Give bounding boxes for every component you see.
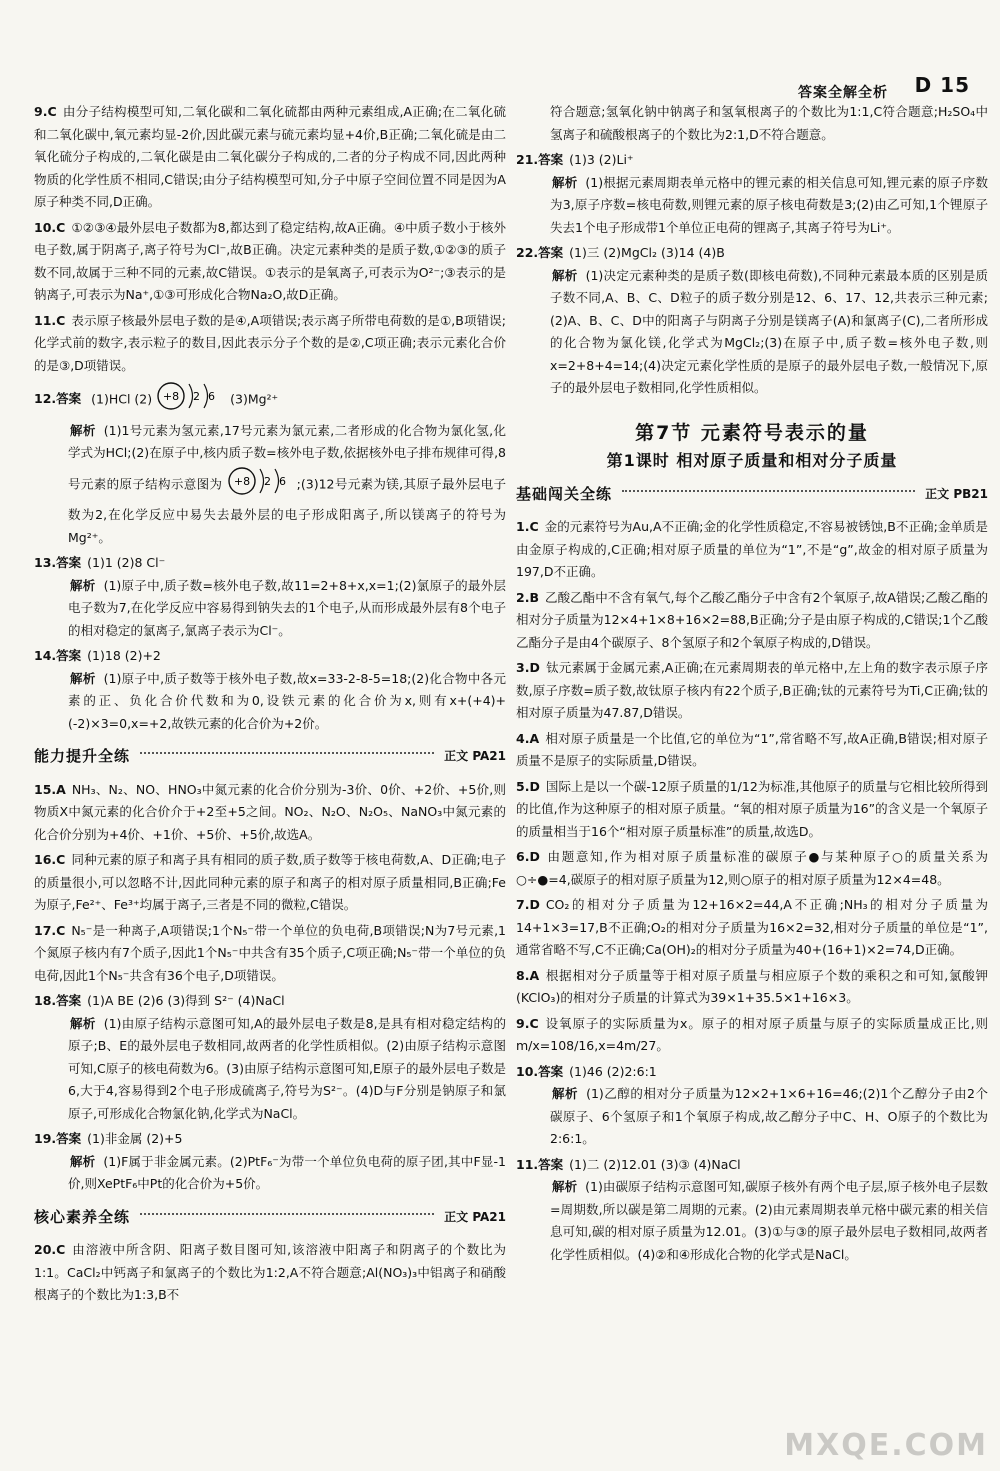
analysis-tag: 解析 (70, 670, 96, 686)
question-number: 17.C (34, 922, 66, 938)
question-12 (34, 380, 506, 549)
answer-text: (1)HCl (2) (91, 391, 153, 407)
question-number: 21.答案 (516, 152, 564, 167)
section-title: 能力提升全练 (34, 747, 131, 765)
answer-item (516, 587, 988, 655)
analysis-block (34, 668, 506, 736)
answer-item (34, 1128, 506, 1196)
answer-item (516, 965, 988, 1010)
lesson-title: 第1课时 相对原子质量和相对分子质量 (606, 451, 898, 470)
analysis-text: (1)根据元素周期表单元格中的锂元素的相关信息可知,锂元素的原子序数为3,原子序数=核电荷数,则锂元素的原子核电荷数是3;(2)由乙可知,1个锂原子失去1个电子形成带1个单位正电荷的锂离子,其离子符号为Li⁺。 (550, 174, 988, 235)
answer-text: (1)三 (2)MgCl₂ (3)14 (4)B (569, 245, 725, 260)
explanation-text: 由分子结构模型可知,二氧化碳和二氧化硫都由两种元素组成,A正确;在二氧化硫和二氧化碳中,氧元素均显-2价,因此碳元素与硫元素均显+4价,B正确;二氧化硫是由二氧化硫分子构成的,二氧化碳是由二氧化碳分子构成的,二者的分子构成不同,因此两种物质的化学性质不相同,C错误;由分子结构模型可知,分子中原子空间位置不同是因为A原子种类不同,D正确。 (34, 104, 506, 209)
explanation-text: 根据相对分子质量等于相对原子质量与相应原子个数的乘积之和可知,氯酸钾(KClO₃)的相对分子质量的计算式为39×1+35.5×1+16×3。 (516, 967, 988, 1005)
explanation-text: 同种元素的原子和离子具有相同的质子数,质子数等于核电荷数,A、D正确;电子的质量很小,可以忽略不计,因此同种元素的原子和离子的相对原子质量相同,B正确;Fe为原子,Fe²⁺、Fe³⁺均属于离子,三者是不同的微粒,C错误。 (34, 852, 506, 912)
analysis-text: (1)由碳原子结构示意图可知,碳原子核外有两个电子层,原子核外电子层数=周期数,所以碳是第二周期的元素。(2)由元素周期表单元格中碳元素的相关信息可知,碳的相对原子质量为12.01。(3)①与③的原子最外层电子数相同,故两者化学性质相似。(4)②和④形成化合物的化学式是NaCl。 (550, 1179, 988, 1262)
answer-item (34, 779, 506, 847)
question-number: 19.答案 (34, 1131, 82, 1146)
explanation-text: 乙酸乙酯中不含有氧气,每个乙酸乙酯分子中含有2个氧原子,故A错误;乙酸乙酯的相对分子质量为12×4+1×8+16×2=88,B正确;分子是由原子构成的,C错误;1个乙酸乙酯分子是由4个碳原子、8个氢原子和2个氧原子构成的,D错误。 (516, 589, 988, 650)
explanation-text: 相对原子质量是一个比值,它的单位为“1”,常省略不写,故A正确,B错误;相对原子质量不是原子的实际质量,D错误。 (516, 730, 988, 768)
question-number: 13.答案 (34, 555, 82, 570)
analysis-block (516, 172, 988, 240)
question-number: 2.B (516, 589, 539, 605)
analysis-block (34, 1151, 506, 1196)
explanation-text: N₅⁻是一种离子,A项错误;1个N₅⁻带一个单位的负电荷,B项错误;N为7号元素,1个氮原子核内有7个质子,因此1个N₅⁻中共含有35个质子,C项正确;N₅⁻带一个单位的负电荷,因此1个N₅⁻共含有36个电子,D项错误。 (34, 922, 506, 983)
analysis-block (516, 265, 988, 400)
analysis-text: (1)由原子结构示意图可知,A的最外层电子数是8,是具有相对稳定结构的原子;B、E的最外层电子数相同,故两者的化学性质相似。(2)由原子结构示意图可知,C原子的核电荷数为6。(3)由原子结构示意图可知,E原子的最外层电子数是6,大于4,容易得到2个电子形成硫离子,符号为S²⁻。(4)D与F分别是钠原子和氯原子,可形成化合物氯化钠,化学式为NaCl。 (68, 1015, 506, 1121)
answer-item (516, 1013, 988, 1058)
atom-structure-diagram (156, 380, 226, 420)
answer-item (516, 1061, 988, 1151)
answer-item (34, 920, 506, 988)
left-column (34, 101, 506, 1310)
answer-text: (1)非金属 (2)+5 (87, 1131, 183, 1146)
question-number: 14.答案 (34, 648, 82, 663)
page-number: D 15 (914, 73, 970, 97)
svg-text:+8: +8 (163, 390, 180, 403)
explanation-text: 设氧原子的实际质量为x。原子的相对原子质量与原子的实际质量成正比,则m/x=108/16,x=4m/27。 (516, 1015, 988, 1053)
continued-text: 符合题意;氢氧化钠中钠离子和氢氧根离子的个数比为1:1,C符合题意;H₂SO₄中氢离子和硫酸根离子的个数比为2:1,D不符合题意。 (550, 104, 988, 142)
answer-item (516, 242, 988, 400)
question-number: 20.C (34, 1242, 66, 1257)
answer-item (34, 849, 506, 917)
explanation-text: 钛元素属于金属元素,A正确;在元素周期表的单元格中,左上角的数字表示原子序数,原子序数=质子数,故钛原子核内有22个质子,B正确;钛的元素符号为Ti,C正确;钛的相对原子质量为47.87,D错误。 (516, 660, 988, 720)
answer-text: (3)Mg²⁺ (230, 391, 279, 407)
section-divider (140, 752, 434, 754)
explanation-text: ①②③④最外层电子数都为8,都达到了稳定结构,故A正确。④中质子数小于核外电子数,属于阴离子,离子符号为Cl⁻,故B正确。决定元素种类的是质子数,①②③的质子数不同,故属于三种不同的元素,故C错误。①表示的是氧离子,可表示为O²⁻;③表示的是钠离子,可表示为Na⁺,①③可形成化合物Na₂O,故D正确。 (34, 219, 506, 302)
question-number: 7.D (516, 897, 540, 912)
answer-item (34, 310, 506, 378)
right-column (516, 101, 988, 1269)
analysis-text: (1)原子中,质子数等于核外电子数,故x=33-2-8-5=18;(2)化合物中各元素的正、负化合价代数和为0,设铁元素的化合价为x,则有x+(+4)+(-2)×3=0,x=+2,故铁元素的化合价为+2价。 (68, 670, 506, 731)
answer-item (516, 149, 988, 239)
explanation-text: 由溶液中所含阴、阳离子数目图可知,该溶液中阳离子和阴离子的个数比为1:1。CaCl₂中钙离子和氯离子的个数比为1:2,A不符合题意;Al(NO₃)₃中铝离子和硝酸根离子的个数比为1:3,B不 (34, 1242, 506, 1302)
analysis-block (34, 1013, 506, 1126)
question-number: 4.A (516, 730, 540, 746)
analysis-tag: 解析 (552, 1086, 579, 1101)
question-number: 3.D (516, 660, 540, 675)
left-items-c (34, 779, 506, 1196)
answer-item (34, 1239, 506, 1307)
analysis-text: (1)F属于非金属元素。(2)PtF₆⁻为带一个单位负电荷的原子团,其中F显-1价,则XePtF₆中Pt的化合价为+5价。 (68, 1153, 506, 1191)
question-number: 22.答案 (516, 245, 564, 260)
section-reference: 正文 PB21 (925, 486, 988, 501)
left-items-b (34, 552, 506, 735)
analysis-block (34, 420, 506, 550)
answer-text: (1)46 (2)2:6:1 (569, 1063, 657, 1079)
answer-item (516, 1154, 988, 1267)
explanation-text: CO₂的相对分子质量为12+16×2=44,A不正确;NH₃的相对分子质量为14+1×3=17,B不正确;O₂的相对分子质量为16×2=32,相对分子质量的单位是“1”,通常省略不写,C不正确;Ca(OH)₂的相对分子质量为40+(16+1)×2=74,D正确。 (516, 897, 988, 957)
answer-item (516, 894, 988, 962)
section-divider (622, 490, 915, 492)
question-number: 10.答案 (516, 1063, 564, 1079)
question-number: 11.答案 (516, 1156, 564, 1172)
question-number: 9.C (516, 1015, 539, 1031)
watermark: MXQE.COM (784, 1427, 988, 1463)
answer-text: (1)1 (2)8 Cl⁻ (87, 555, 166, 570)
right-items-a (516, 149, 988, 400)
analysis-text: (1)乙醇的相对分子质量为12×2+1×6+16=46;(2)1个乙醇分子由2个碳原子、6个氢原子和1个氧原子构成,故乙醇分子中C、H、O原子的个数比为2:6:1。 (550, 1086, 988, 1146)
answer-item (34, 552, 506, 642)
svg-text:2: 2 (193, 390, 201, 403)
analysis-block (516, 1083, 988, 1151)
question-number: 1.C (516, 519, 539, 534)
answer-item (516, 728, 988, 773)
answer-item (516, 516, 988, 584)
analysis-block (516, 1176, 988, 1266)
answer-item (516, 846, 988, 891)
explanation-text: 由题意知,作为相对原子质量标准的碳原子●与某种原子○的质量关系为○÷●=4,碳原子的相对原子质量为12,则○原子的相对原子质量为12×4=48。 (516, 849, 988, 887)
svg-text:+8: +8 (233, 474, 250, 488)
explanation-text: 表示原子核最外层电子数的是④,A项错误;表示离子所带电荷数的是①,B项错误;化学式前的数字,表示粒子的数目,因此表示分子个数的是②,C项正确;表示元素化合价的是③,D项错误。 (34, 312, 506, 373)
question-number: 6.D (516, 849, 540, 864)
section-title: 基础闯关全练 (516, 484, 613, 503)
left-items-a (34, 101, 506, 377)
section-reference: 正文 PA21 (444, 1209, 506, 1224)
explanation-text: 国际上是以一个碳-12原子质量的1/12为标准,其他原子的质量与它相比较所得到的比值,作为这种原子的相对原子质量。“氧的相对原子质量为16”的含义是一个氧原子的质量相当于16个“相对原子质量标准”的质量,故选D。 (516, 778, 988, 839)
analysis-text: (1)1号元素为氢元素,17号元素为氯元素,二者形成的化合物为氯化氢,化学式为HCl;(2)在原子中,核内质子数=核外电子数,依据核外电子排布规律可得,8号元素的原子结构示意图为 (68, 422, 506, 491)
analysis-block (34, 575, 506, 643)
analysis-text: (1)决定元素种类的是质子数(即核电荷数),不同种元素最本质的区别是质子数不同,A、B、C、D粒子的质子数分别是12、6、17、12,共表示三种元素;(2)A、B、C、D中的阳离子与阴离子分别是镁离子(A)和氯离子(C),二者所形成的化合物为氯化镁,化学式为MgCl₂;(3)在原子中,质子数=核外电子数,则x=2+8+4=14;(4)决定元素化学性质的是原子的最外层电子数,一般情况下,原子的最外层电子数相同,化学性质相似。 (550, 267, 988, 395)
answer-item (34, 990, 506, 1125)
analysis-text: ;(3)12号元素为镁,其原子最外层电子数为2,在化学反应中易失去最外层的电子形成阳离子,所以镁离子的符号为Mg²⁺。 (68, 475, 506, 545)
analysis-tag: 解析 (552, 267, 578, 283)
question-number: 10.C (34, 219, 66, 235)
svg-text:2: 2 (263, 474, 271, 488)
answer-item (34, 101, 506, 214)
answer-text: (1)18 (2)+2 (87, 648, 161, 663)
svg-text:6: 6 (278, 474, 286, 488)
question-number: 18.答案 (34, 993, 82, 1008)
analysis-tag: 解析 (70, 422, 96, 438)
section-header (516, 483, 988, 509)
section-divider (140, 1213, 434, 1215)
question-number: 5.D (516, 778, 540, 794)
answer-item (34, 217, 506, 307)
question-number: 12.答案 (34, 391, 82, 407)
question-number: 15.A (34, 781, 66, 797)
answer-text: (1)3 (2)Li⁺ (569, 152, 634, 167)
question-number: 8.A (516, 967, 540, 983)
answer-item (34, 645, 506, 735)
analysis-tag: 解析 (552, 1179, 578, 1194)
analysis-tag: 解析 (70, 1015, 96, 1031)
question-number: 16.C (34, 852, 66, 867)
analysis-text: (1)原子中,质子数=核外电子数,故11=2+8+x,x=1;(2)氯原子的最外层电子数为7,在化学反应中容易得到钠失去的1个电子,从而形成最外层有8个电子的相对稳定的氯离子,氯离子表示为Cl⁻。 (68, 577, 506, 638)
left-items-d (34, 1239, 506, 1307)
atom-structure-diagram (227, 465, 297, 505)
answer-item (516, 657, 988, 725)
analysis-tag: 解析 (70, 1153, 96, 1169)
analysis-tag: 解析 (70, 577, 96, 593)
question-number: 11.C (34, 312, 66, 328)
header-label: 答案全解全析 (798, 85, 888, 101)
answer-item (516, 776, 988, 844)
question-number: 9.C (34, 104, 57, 119)
section-title: 核心素养全练 (34, 1207, 131, 1226)
explanation-text: NH₃、N₂、NO、HNO₃中氮元素的化合价分别为-3价、0价、+2价、+5价,则物质X中氮元素的化合价介于+2至+5之间。NO₂、N₂O、N₂O₅、NaNO₃中氮元素的化合价分别为+4价、+1价、+5价、+5价,故选A。 (34, 781, 506, 842)
svg-text:6: 6 (208, 390, 216, 403)
answer-text: (1)二 (2)12.01 (3)③ (4)NaCl (569, 1156, 741, 1172)
chapter-title: 第7节 元素符号表示的量 (635, 421, 869, 444)
section-header (34, 1206, 506, 1232)
analysis-tag: 解析 (552, 174, 578, 190)
right-items-b (516, 516, 988, 1266)
section-header (34, 745, 506, 771)
answer-text: (1)A BE (2)6 (3)得到 S²⁻ (4)NaCl (87, 993, 285, 1008)
section-reference: 正文 PA21 (444, 749, 506, 763)
explanation-text: 金的元素符号为Au,A不正确;金的化学性质稳定,不容易被锈蚀,B不正确;金单质是由金原子构成的,C正确;相对原子质量的单位为“1”,不是“g”,故金的相对原子质量为197,D不正确。 (516, 519, 988, 579)
